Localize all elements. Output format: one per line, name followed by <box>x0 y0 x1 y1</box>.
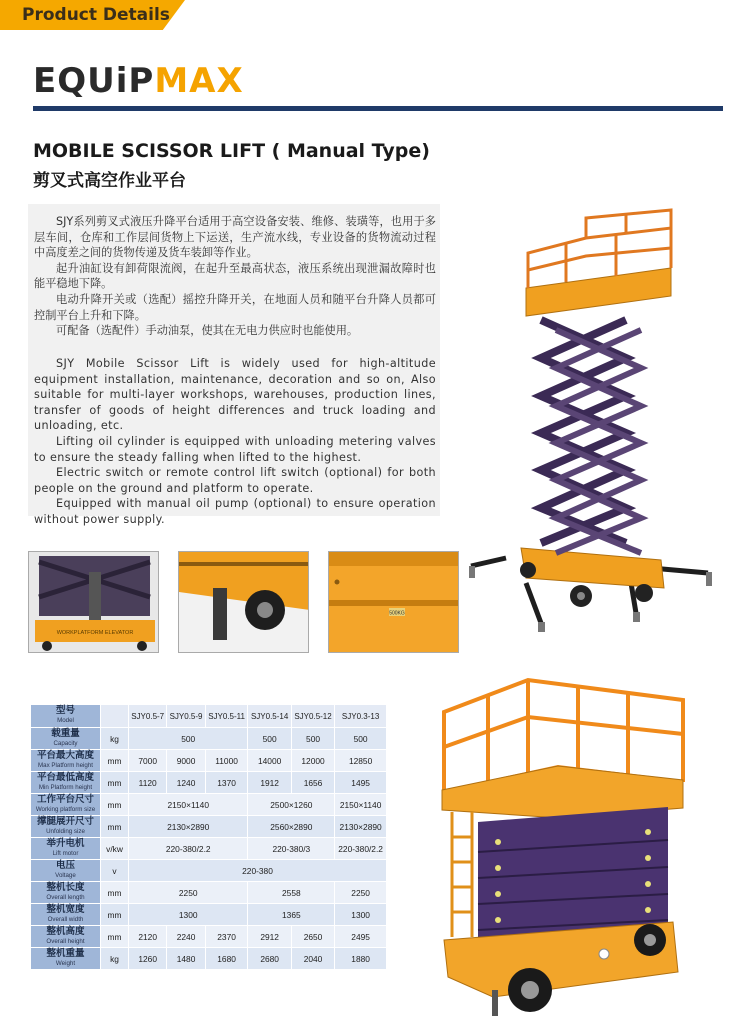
unit-cell: kg <box>101 948 129 970</box>
value-cell: 9000 <box>167 750 205 772</box>
value-cell: 2240 <box>167 926 205 948</box>
value-cell: 1300 <box>129 904 248 926</box>
detail-image-base <box>28 551 159 653</box>
value-cell: 2500×1260 <box>248 794 335 816</box>
value-cell: 2560×2890 <box>248 816 335 838</box>
description-cn-p1: SJY系列剪叉式液压升降平台适用于高空设备安装、维修、装璜等，也用于多层车间，仓库和工作层间货物上下运送，生产流水线，专业设备的货物流动过程中高度差之间的货物传递及货车装卸等作业。 <box>34 215 436 260</box>
brand-logo <box>33 61 244 101</box>
value-cell: 2130×2890 <box>129 816 248 838</box>
scissor-lift-extended-image <box>466 208 716 636</box>
unit-cell: v <box>101 860 129 882</box>
value-cell: 2150×1140 <box>129 794 248 816</box>
value-cell: 2558 <box>248 882 335 904</box>
value-cell: 1120 <box>129 772 167 794</box>
thumb-base-plate-text: WORKPLATFORM ELEVATOR <box>56 630 134 636</box>
product-title-cn: 剪叉式高空作业平台 <box>33 171 186 191</box>
value-cell: 500 <box>291 728 334 750</box>
row-label: 整机宽度 Overall width <box>31 904 101 926</box>
description-cn-p3: 电动升降开关或（选配）摇控升降开关，在地面人员和随平台升降人员都可控制平台上升和下降。 <box>34 292 436 322</box>
value-cell: 220-380/2.2 <box>129 838 248 860</box>
value-cell: 1495 <box>335 772 387 794</box>
value-cell: 12850 <box>335 750 387 772</box>
unit-cell: v/kw <box>101 838 129 860</box>
value-cell: 2650 <box>291 926 334 948</box>
row-label: 举升电机 Lift motor <box>31 838 101 860</box>
value-cell: 220-380/2.2 <box>335 838 387 860</box>
value-cell: 1365 <box>248 904 335 926</box>
value-cell: 220-380/3 <box>248 838 335 860</box>
model-cell: SJY0.5-7 <box>129 705 167 728</box>
value-cell: 12000 <box>291 750 334 772</box>
model-cell: SJY0.3-13 <box>335 705 387 728</box>
table-row <box>31 816 387 838</box>
description-cn <box>34 214 436 339</box>
scissor-lift-lowered-image <box>438 672 688 1024</box>
product-title-en: MOBILE SCISSOR LIFT ( Manual Type) <box>33 140 430 162</box>
value-cell: 7000 <box>129 750 167 772</box>
model-cell: SJY0.5-14 <box>248 705 291 728</box>
description-cn-p2: 起升油缸设有卸荷限流阀，在起升至最高状态，液压系统出现泄漏故障时也能平稳地下降。 <box>34 261 436 291</box>
value-cell: 500 <box>248 728 291 750</box>
unit-cell: mm <box>101 926 129 948</box>
value-cell: 2120 <box>129 926 167 948</box>
detail-image-platform-label <box>328 551 459 653</box>
value-cell: 2495 <box>335 926 387 948</box>
value-cell: 14000 <box>248 750 291 772</box>
value-cell: 1480 <box>167 948 205 970</box>
description-en-p2: Lifting oil cylinder is equipped with unloading metering valves to ensure the steady falling when lifted to the highest. <box>34 434 436 464</box>
row-label: 整机长度 Overall length <box>31 882 101 904</box>
value-cell: 500 <box>129 728 248 750</box>
unit-cell: mm <box>101 794 129 816</box>
table-row <box>31 882 387 904</box>
value-cell: 500 <box>335 728 387 750</box>
value-cell: 1370 <box>205 772 248 794</box>
description-cn-p4: 可配备（选配件）手动油泵，使其在无电力供应时也能使用。 <box>56 324 359 338</box>
table-row <box>31 860 387 882</box>
description-en-p4: Equipped with manual oil pump (optional) to ensure operation without power supply. <box>34 497 436 526</box>
logo-text-dark: EQUiP <box>33 61 155 101</box>
model-cell: SJY0.5-12 <box>291 705 334 728</box>
section-banner-title: Product Details <box>22 5 170 25</box>
unit-cell: mm <box>101 882 129 904</box>
value-cell: 2250 <box>335 882 387 904</box>
thumb-capacity-label: 500KG <box>389 610 405 617</box>
value-cell: 1880 <box>335 948 387 970</box>
row-label: 电压 Voltage <box>31 860 101 882</box>
value-cell: 1912 <box>248 772 291 794</box>
specifications-table <box>30 704 387 970</box>
value-cell: 2912 <box>248 926 291 948</box>
table-row <box>31 926 387 948</box>
value-cell: 2150×1140 <box>335 794 387 816</box>
header-blank-cell <box>101 705 129 728</box>
value-cell: 2370 <box>205 926 248 948</box>
table-row <box>31 728 387 750</box>
value-cell: 220-380 <box>129 860 387 882</box>
table-header-row <box>31 705 387 728</box>
description-en-p1: SJY Mobile Scissor Lift is widely used for high-altitude equipment installation, maintenance, decoration and so on, Also suitable for multi-layer workshops, warehouses, production lines, transfer of goods of height differences and truck loading and unloading, etc. <box>34 357 436 433</box>
unit-cell: mm <box>101 816 129 838</box>
unit-cell: kg <box>101 728 129 750</box>
model-cell: SJY0.5-9 <box>167 705 205 728</box>
unit-cell: mm <box>101 772 129 794</box>
table-row <box>31 948 387 970</box>
table-row <box>31 794 387 816</box>
row-label: 工作平台尺寸 Working platform size <box>31 794 101 816</box>
value-cell: 1680 <box>205 948 248 970</box>
value-cell: 2250 <box>129 882 248 904</box>
unit-cell: mm <box>101 904 129 926</box>
table-row <box>31 904 387 926</box>
value-cell: 2130×2890 <box>335 816 387 838</box>
description-en-p3: Electric switch or remote control lift switch (optional) for both people on the ground and platform to operate. <box>34 466 436 495</box>
value-cell: 11000 <box>205 750 248 772</box>
detail-image-wheel <box>178 551 309 653</box>
value-cell: 2040 <box>291 948 334 970</box>
row-label: 整机重量 Weight <box>31 948 101 970</box>
value-cell: 1260 <box>129 948 167 970</box>
model-cell: SJY0.5-11 <box>205 705 248 728</box>
table-row <box>31 772 387 794</box>
value-cell: 1300 <box>335 904 387 926</box>
row-label: 平台最低高度 Min Platform height <box>31 772 101 794</box>
row-label: 载重量 Capacity <box>31 728 101 750</box>
row-label: 整机高度 Overall height <box>31 926 101 948</box>
value-cell: 1656 <box>291 772 334 794</box>
table-row <box>31 750 387 772</box>
row-label: 撑腿展开尺寸 Unfolding size <box>31 816 101 838</box>
model-label-cell: 型号 Model <box>31 705 101 728</box>
unit-cell: mm <box>101 750 129 772</box>
header-divider <box>33 106 723 111</box>
value-cell: 1240 <box>167 772 205 794</box>
description-en <box>34 356 436 528</box>
value-cell: 2680 <box>248 948 291 970</box>
row-label: 平台最大高度 Max Platform height <box>31 750 101 772</box>
table-row <box>31 838 387 860</box>
logo-text-accent: MAX <box>154 61 244 101</box>
